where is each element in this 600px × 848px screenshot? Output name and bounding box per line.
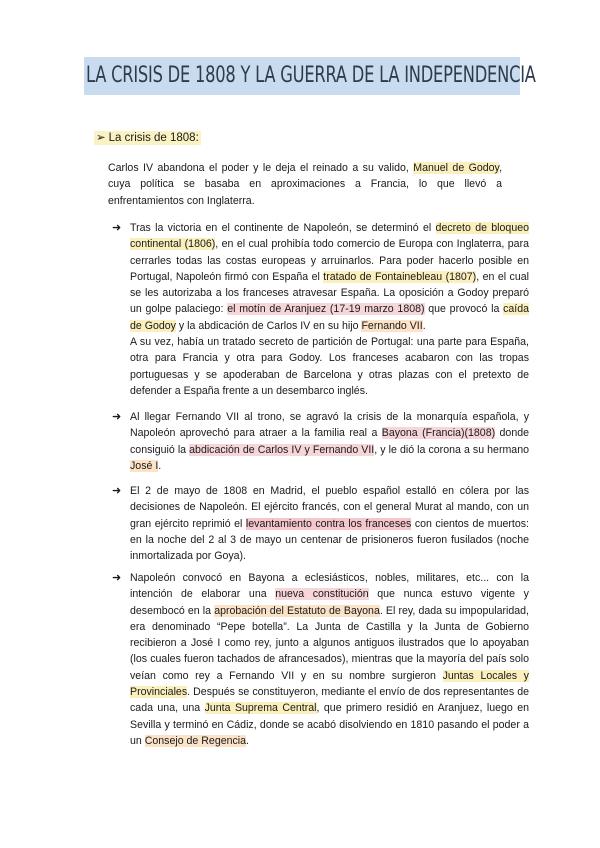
text: que provocó la	[424, 303, 504, 316]
bullet-4	[130, 570, 529, 749]
highlight: abdicación de Carlos IV y Fernando VII	[189, 443, 375, 456]
bullet-arrow-icon: ➜	[112, 485, 122, 497]
highlight: Juntas Locales y Provinciales	[130, 669, 529, 699]
text: . El rey, dada su impopularidad, era denominado “Pepe botella”. La Junta de Castilla y la Junta de Gobierno recibieron a José I como rey, junto a algunos antiguos ilustrados que lo apoyaban (los cuales fueron tachados de afrancesados), mientras que la mayoría del país solo veían como rey a Fernando VII y en su nombre surgieron	[130, 604, 529, 682]
bullet-2	[130, 409, 529, 474]
text: . Después se constituyeron, mediante el envío de dos representantes de cada una, una	[130, 686, 529, 715]
text: El 2 de mayo de 1808 en Madrid, el pueblo español estalló en cólera por las decisiones de Napoleón. El ejército francés, con el general Murat al mando, con un gran ejército reprimió el	[130, 485, 529, 530]
highlight: caída de Godoy	[130, 303, 529, 332]
text: .	[246, 734, 249, 747]
text: Carlos IV abandona el poder y le deja el reinado a su valido,	[108, 162, 414, 174]
bullet-arrow-icon: ➜	[112, 222, 122, 234]
highlight: Fernando VII	[361, 319, 423, 332]
bullet-arrow-icon: ➜	[112, 411, 122, 423]
text: y la abdicación de Carlos IV en su hijo	[175, 319, 362, 332]
highlight: aprobación del Estatuto de Bayona	[214, 604, 380, 617]
highlight: el motín de Aranjuez (17-19 marzo 1808)	[227, 303, 425, 316]
highlight: Bayona (Francia)(1808)	[381, 427, 496, 440]
highlight: Junta Suprema Central	[204, 702, 317, 715]
bullet-arrow-icon: ➜	[112, 572, 122, 584]
text: donde consiguió la	[130, 427, 530, 456]
text: , que primero residió en Aranjuez, luego en Sevilla y terminó en Cádiz, donde se acabó disolviendo en 1810 pasando el poder a un	[130, 702, 529, 747]
highlight: decreto de bloqueo continental (1806)	[130, 222, 529, 251]
text: con cientos de muertos: en la noche del 2 al 3 de mayo un centenar de prisioneros fueron fusilados (noche inmortalizada por Goya).	[130, 517, 529, 563]
text: Al llegar Fernando VII al trono, se agravó la crisis de la monarquía española, y Napoleón aprovechó para atraer a la familia real a	[130, 411, 529, 440]
text: , cuya política se basaba en aproximaciones a Francia, lo que llevó a enfrentamientos con Inglaterra.	[108, 162, 503, 207]
highlight: José I	[130, 459, 159, 472]
section-heading	[94, 131, 201, 145]
bullet-3	[130, 483, 529, 564]
highlight: nueva constitución	[275, 588, 369, 601]
arrow-icon: ➢	[96, 132, 106, 144]
bullet-1	[130, 220, 529, 334]
text: , en el cual prohibía todo comercio de Europa con Inglaterra, para cerrarles todas las costas europeas y arruinarlos. Para poder hacerlo posible en Portugal, Napoleón firmó con España el	[130, 238, 529, 283]
intro-paragraph	[108, 160, 502, 209]
text: .	[422, 319, 426, 332]
text: Napoleón convocó en Bayona a eclesiásticos, nobles, militares, etc... con la intención de elaborar una	[130, 572, 529, 601]
text: que nunca estuvo vigente y desembocó en la	[130, 588, 529, 617]
text: Tras la victoria en el continente de Napoleón, se determinó el	[130, 222, 436, 234]
text: , en el cual se les autorizaba a los franceses atravesar España. La oposición a Godoy preparó un golpe palaciego:	[130, 270, 529, 316]
highlight: tratado de Fontainebleau (1807)	[323, 270, 477, 283]
bullet-1-continuation: A su vez, había un tratado secreto de partición de Portugal: una parte para España, otra para Francia y otra para Godoy. Los franceses acabaron con las tropas portuguesas y se apoderaban de Barcelona y otras plazas con el pretexto de defender a España frente a un desembarco inglés.	[130, 336, 529, 397]
section-label: La crisis de 1808:	[108, 132, 199, 144]
page-title: LA CRISIS DE 1808 Y LA GUERRA DE LA INDEPENDENCIA	[86, 63, 536, 88]
highlight: Consejo de Regencia	[144, 734, 247, 747]
highlight: levantamiento contra los franceses	[245, 517, 412, 530]
text: , y le dió la corona a su hermano	[374, 443, 529, 456]
highlight: Manuel de Godoy	[413, 162, 500, 174]
text: .	[158, 459, 162, 472]
